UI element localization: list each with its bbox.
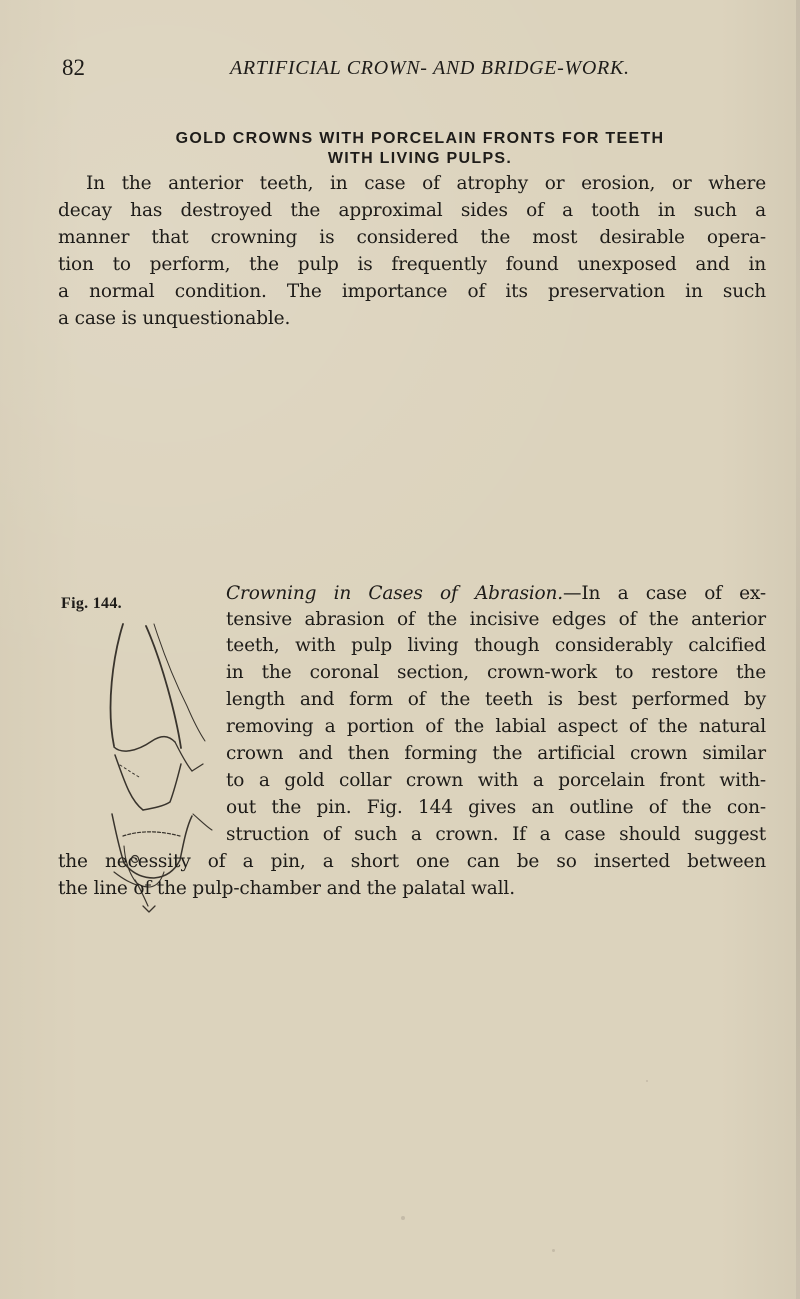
body-line: out the pin. Fig. 144 gives an outline of the con- [226, 797, 766, 818]
body-line: crown and then forming the artificial crown similar [226, 743, 766, 764]
body-line: decay has destroyed the approximal sides of a tooth in such a [58, 200, 766, 221]
figure-cervical-line [114, 737, 175, 751]
body-line: a case is unquestionable. [58, 308, 291, 329]
body-line: tensive abrasion of the incisive edges of the anterior [226, 609, 766, 630]
page-header [62, 56, 766, 80]
paper-spot [401, 1216, 405, 1220]
page-number: 82 [62, 55, 85, 80]
figure-bottom-point [143, 906, 155, 912]
body-line: in the coronal section, crown-work to restore the [226, 662, 766, 683]
figure-label: Fig. 144. [61, 595, 122, 612]
paper-spot [646, 1080, 648, 1082]
figure-outline-left [111, 624, 123, 746]
body-line: removing a portion of the labial aspect of the natural [226, 716, 766, 737]
figure-thin-back-line [154, 624, 205, 741]
section-title-line-1: GOLD CROWNS WITH PORCELAIN FRONTS FOR TEETH [175, 130, 665, 148]
body-line [226, 582, 766, 606]
paper-spot [552, 1249, 555, 1252]
figure-pin-tip [192, 764, 203, 771]
figure-right-contour [193, 814, 212, 830]
body-line: tion to perform, the pulp is frequently found unexposed and in [58, 254, 766, 275]
figure-root-left [115, 755, 143, 810]
figure-pin-line [175, 742, 192, 771]
body-line: length and form of the teeth is best performed by [226, 689, 766, 710]
body-line-continuation: —In a case of ex- [563, 583, 766, 604]
body-line: a normal condition. The importance of its preservation in such [58, 281, 766, 302]
body-line: manner that crowning is considered the most desirable opera- [58, 227, 766, 248]
section-title [82, 129, 758, 169]
body-line: to a gold collar crown with a porcelain front with- [226, 770, 766, 791]
body-line: the line of the pulp-chamber and the palatal wall. [58, 878, 515, 899]
paragraph-heading: Crowning in Cases of Abrasion. [226, 583, 564, 604]
figure-root-right [143, 764, 181, 810]
section-title-line-2: WITH LIVING PULPS. [327, 150, 513, 168]
body-line: In the anterior teeth, in case of atrophy or erosion, or where [86, 173, 766, 194]
body-line: struction of such a crown. If a case should suggest [226, 824, 766, 845]
body-line: teeth, with pulp living though considerably calcified [226, 635, 766, 656]
page-edge [796, 0, 800, 1299]
running-head: ARTIFICIAL CROWN- AND BRIDGE-WORK. [230, 57, 630, 79]
body-line: the necessity of a pin, a short one can be so inserted between [58, 851, 766, 872]
figure-crown-dashed-line [123, 832, 180, 836]
figure-outline-right [146, 626, 181, 748]
